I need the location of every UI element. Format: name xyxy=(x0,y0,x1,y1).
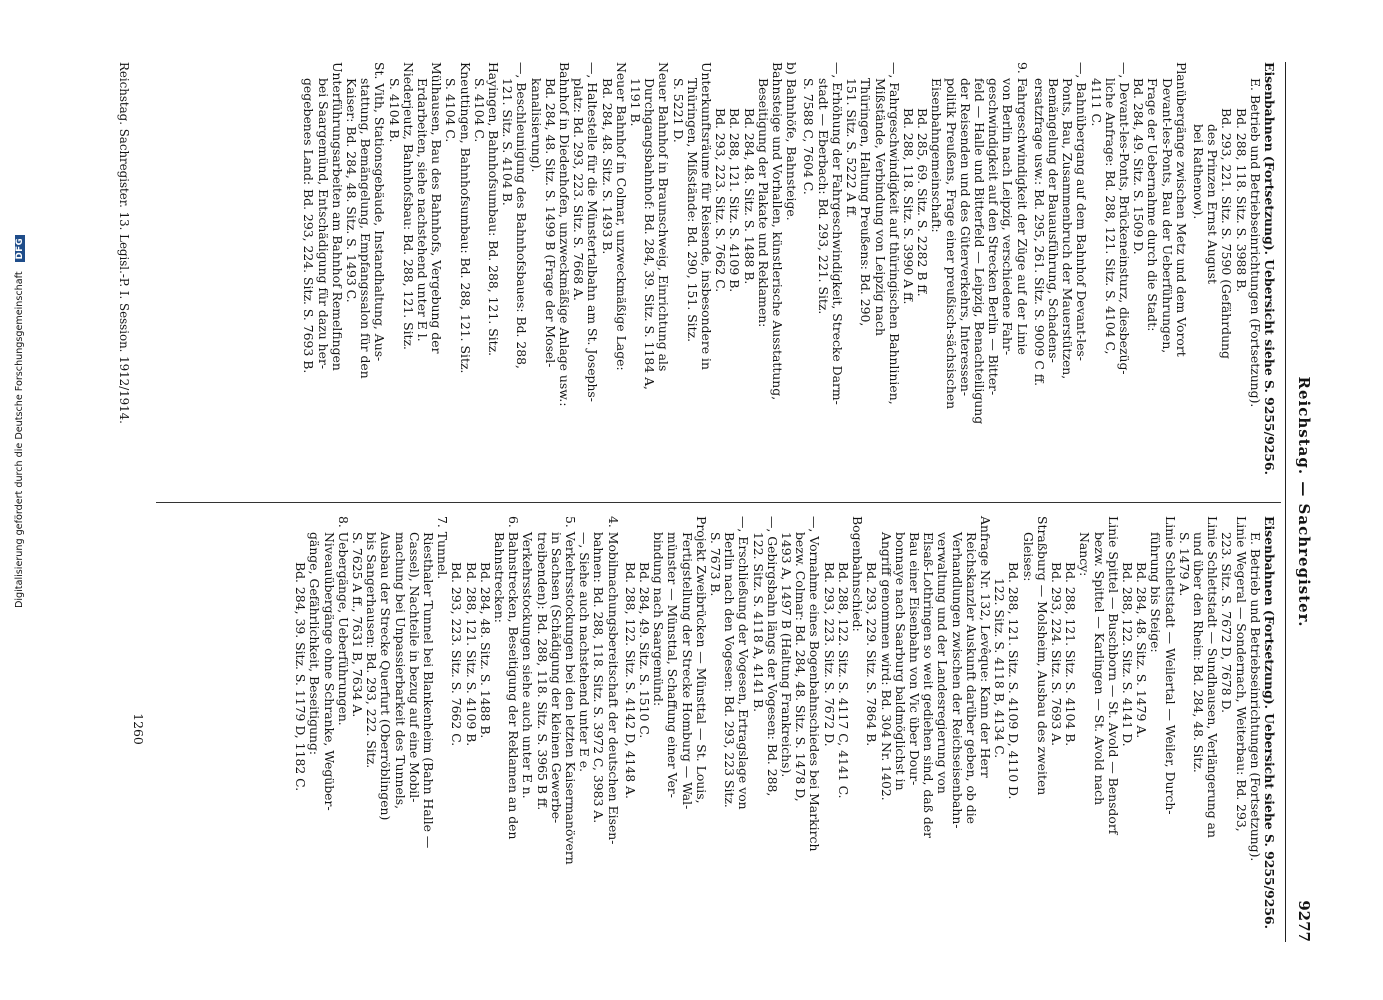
register-entry-line: Bd. 288, 121. Sitz. S. 4109 B. xyxy=(727,108,743,293)
register-entry-line: Linie Schlettstadt — Sundhausen, Verlängerung an xyxy=(1205,516,1221,839)
register-entry-line: Fertigstellung der Strecke Homburg — Wal- xyxy=(679,532,695,810)
register-entry-line: führung bis Steige: xyxy=(1148,532,1164,653)
register-entry-line: S. 4104 C. xyxy=(443,78,459,143)
register-entry-line: S. 4104 C. xyxy=(471,78,487,143)
register-entry-line: St. Vith, Stationsgebäude, Instandhaltung, Aus- xyxy=(372,62,388,362)
register-entry-line: Bd. 288, 122. Sitz. S. 4142 D, 4148 A. xyxy=(622,562,638,799)
column-heading: Eisenbahnen (Fortsetzung). Uebersicht siehe S. 9255/9256. xyxy=(1262,516,1277,929)
entry-list xyxy=(301,62,1247,488)
register-entry-line: Thüringen, Mißstände: Bd. 290, 151. Sitz. xyxy=(684,78,700,343)
column-heading: Eisenbahnen (Fortsetzung). Uebersicht siehe S. 9255/9256. xyxy=(1262,62,1277,475)
register-entry-line: 6. Bahnstrecken, Beseitigung der Reklamen an den xyxy=(506,516,522,840)
register-entry-line: Angriff genommen wird: Bd. 304 Nr. 1402. xyxy=(878,532,894,801)
register-entry-line: kanalisierung). xyxy=(528,78,544,173)
register-entry-line: Bd. 288, 118. Sitz. S. 3988 B. xyxy=(1233,108,1249,293)
register-entry-line: des Prinzen Ernst August xyxy=(1205,124,1221,284)
register-entry-line: Hayingen, Bahnhofsumbau: Bd. 288, 121. Sitz. xyxy=(486,62,502,357)
register-entry-line: Bau einer Eisenbahn von Vic über Dour- xyxy=(906,532,922,786)
register-entry-line: S. 7588 C, 7604 C. xyxy=(801,78,817,195)
register-entry-line: Bd. 293, 223. Sitz. S. 7662 C. xyxy=(449,562,465,747)
register-entry-line: von Berlin nach Leipzig, verschiedene Fahr- xyxy=(1000,78,1016,356)
register-entry-line: Bahnhof in Diedenhofen, unzweckmäßige Anlage usw.: xyxy=(557,62,573,407)
register-entry-line: Bemängelung der Bauausführung, Schadens- xyxy=(1045,78,1061,363)
register-entry-line: Bd. 293, 229. Sitz. S. 7864 B. xyxy=(864,562,880,747)
register-entry-line: Planübergänge zwischen Metz und dem Vorort xyxy=(1173,62,1189,357)
register-entry-line: 8. Uebergänge, Ueberführungen. xyxy=(335,516,351,726)
register-entry-line: gänge, Gefährlichkeit, Beseitigung: xyxy=(307,532,323,756)
register-entry-line: Bd. 284, 48. Sitz. S. 1488 B. xyxy=(477,562,493,739)
register-entry-line: Anfrage Nr. 132, Levêque: Kann der Herr xyxy=(977,516,993,778)
register-entry-line: 121. Sitz. S. 4104 B. xyxy=(500,78,516,206)
register-entry-line: Thüringen, Haltung Preußens: Bd. 290, xyxy=(858,78,874,327)
register-entry-line: münster — Münsttal, Schaffung einer Ver- xyxy=(665,532,681,798)
register-entry-line: der Reisenden und des Güterverkehrs, Interessen- xyxy=(957,78,973,397)
register-entry-line: —, Devant-les-Ponts, Brückeneinsturz, diesbezüg- xyxy=(1116,62,1132,375)
register-entry-line: geschwindigkeit auf den Strecken Berlin — Bitter- xyxy=(986,78,1002,396)
register-entry-line: Bd. 285, 69. Sitz. S. 2282 B ff. xyxy=(915,108,931,297)
register-entry-line: Bd. 284, 49. Sitz. S. 1509 D. xyxy=(1131,78,1147,255)
register-entry-line: ersatzfrage usw.: Bd. 295, 261. Sitz. S. 9009 C ff. xyxy=(1031,78,1047,387)
register-entry-line: Niederjeutz, Bahnhofsbau: Bd. 288, 121. Sitz. xyxy=(400,62,416,350)
register-entry-line: in Sachsen (Schädigung der kleinen Gewerbe- xyxy=(548,532,564,824)
register-entry-line: Riesthaler Tunnel bei Blankenheim (Bahn Halle — xyxy=(421,532,437,849)
register-entry-line: 122. Sitz. S. 4118 A, 4141 B. xyxy=(750,532,766,713)
register-entry-line: —, Bahnübergang auf dem Bahnhof Devant-les- xyxy=(1074,62,1090,361)
register-entry-line: Bogenbahnschied: xyxy=(850,516,866,632)
register-entry-line: —, Erschließung der Vogesen, Ertragslage von xyxy=(736,516,752,810)
register-entry-line: und über den Rhein: Bd. 284, 48. Sitz. xyxy=(1190,532,1206,773)
register-entry-line: S. 4104 B. xyxy=(386,78,402,143)
register-entry-line: 1191 B. xyxy=(628,78,644,127)
register-entry-line: —, Beschleunigung des Bahnhofsbaues: Bd. 288, xyxy=(514,62,530,369)
footer-citation: Reichstag. Sachregister. 13. Legisl.-P. I. Session. 1912/1914. xyxy=(117,62,131,424)
register-entry-line: 151. Sitz. S. 5222 A ff. xyxy=(844,78,860,218)
register-entry-line: Durchgangsbahnhof: Bd. 284, 39. Sitz. S. 1184 A, xyxy=(642,78,658,390)
register-entry-line: Mißstände, Verbindung von Leipzig nach xyxy=(872,78,888,336)
register-entry-line: —, Gebirgsbahn längs der Vogesen: Bd. 288, xyxy=(764,516,780,797)
register-entry-line: —, Erhöhung der Fahrgeschwindigkeit, Strecke Darm- xyxy=(829,62,845,405)
register-entry-line: —, Fahrgeschwindigkeit auf thüringischen Bahnlinien, xyxy=(886,62,902,405)
register-entry-line: Ausbau der Strecke Querfurt (Oberröblingen) xyxy=(378,532,394,821)
register-entry-line: 4111 C. xyxy=(1088,78,1104,127)
register-entry-line: bezw. Spittel — Karlingen — St. Avold nach xyxy=(1091,532,1107,806)
register-entry-line: Devant-les-Ponts, Bau der Ueberführungen, xyxy=(1159,78,1175,354)
register-entry-line: Elsaß-Lothringen so weit gediehen sind, daß der xyxy=(921,532,937,839)
register-entry-line: S. 7673 B. xyxy=(708,532,724,597)
register-entry-line: Projekt Zweibrücken — Münsttal — St. Louis, xyxy=(693,516,709,804)
register-entry-line: stattung, Bemängelung, Empfangssalon für den xyxy=(358,78,374,379)
register-entry-line: Bd. 288, 121. Sitz. S. 4104 B. xyxy=(1063,562,1079,747)
register-entry-line: 122. Sitz. S. 4118 B, 4134 C. xyxy=(992,578,1008,759)
register-entry-line: b) Bahnhöfe, Bahnsteige. xyxy=(784,62,800,221)
register-entry-line: Verhandlungen zwischen der Reichseisenbahn- xyxy=(949,532,965,829)
register-entry-line: Kaiser: Bd. 284, 48. Sitz. S. 1493 C. xyxy=(344,78,359,303)
register-entry-line: Nancy: xyxy=(1077,532,1093,577)
register-entry-line: politik Preußens, Frage einer preußisch-sächsischen xyxy=(943,78,959,410)
register-entry-line: Bd. 293, 221. Sitz. S. 7590 (Gefährdung xyxy=(1219,108,1235,359)
register-entry-line: bindung nach Saargemünd: xyxy=(651,532,667,707)
register-entry-line: Bd. 288, 118. Sitz. S. 3990 A ff. xyxy=(900,108,916,305)
register-entry-line: —, Siehe auch nachstehend unter E e. xyxy=(577,532,593,773)
register-entry-line: 9. Fahrgeschwindigkeit der Züge auf der Linie xyxy=(1014,62,1030,355)
register-entry-line: Reichskanzler Auskunft darüber geben, ob die xyxy=(963,532,979,825)
column-subheading: E. Betrieb und Betriebseinrichtungen (Fortsetzung). xyxy=(1247,78,1263,408)
register-entry-line: Linie Schlettstadt — Weilertal — Weiler, Durch- xyxy=(1162,516,1178,815)
register-entry-line: liche Anfrage: Bd. 288, 121. Sitz. S. 4104 C, xyxy=(1102,78,1118,355)
register-entry-line: Neuer Bahnhof in Braunschweig, Einrichtung als xyxy=(656,62,672,372)
column-subheading: E. Betrieb und Betriebseinrichtungen (Fortsetzung). xyxy=(1247,532,1263,862)
header-rule xyxy=(1285,62,1286,942)
dfg-logo: DFG xyxy=(15,235,25,263)
register-entry-line: Ponts, Bau, Zusammenbruch der Mauerstützen, xyxy=(1060,78,1076,380)
register-entry-line: Bd. 284, 48. Sitz. S. 1493 B. xyxy=(599,78,615,255)
register-entry-line: Bd. 284, 49. Sitz. S. 1510 C. xyxy=(637,562,653,739)
register-entry-line: Verkehrsstockungen siehe auch unter E n. xyxy=(520,532,536,799)
register-entry-line: Eisenbahngemeinschaft: xyxy=(929,78,945,233)
register-entry-line: Frage der Uebernahme durch die Stadt: xyxy=(1145,78,1161,332)
register-entry-line: Bd. 284, 48. Sitz. S. 1499 B (Frage der Mosel- xyxy=(542,78,558,368)
entry-list xyxy=(293,516,1248,942)
folio-number: 1260 xyxy=(131,713,146,745)
register-entry-line: Bahnsteige und Vorhallen, künstlerische Ausstattung, xyxy=(770,62,786,401)
page-footer xyxy=(117,62,131,502)
register-entry-line: Bd. 284, 39. Sitz. S. 1179 D, 1182 C. xyxy=(293,562,309,792)
register-entry-line: 223. Sitz. S. 7672 D, 7678 D. xyxy=(1219,532,1235,714)
register-entry-line: bei Rathenow). xyxy=(1190,124,1206,220)
register-entry-line: Bd. 288, 122. Sitz. S. 4141 D. xyxy=(1119,562,1135,747)
register-entry-line: S. 7625 A ff., 7631 B, 7634 A. xyxy=(350,532,365,718)
register-entry-line: bonnaye nach Saarburg baldmöglichst in xyxy=(892,532,908,791)
column-divider xyxy=(156,502,1281,503)
running-title: Reichstag. — Sachregister. xyxy=(1295,376,1313,628)
register-entry-line: Cassel), Nachteile in bezug auf eine Mobil- xyxy=(406,532,422,803)
register-entry-line: Kneuttingen, Bahnhofsumbau: Bd. 288, 121. Sitz. xyxy=(457,62,473,374)
register-page xyxy=(57,62,1321,942)
register-entry-line: Berlin nach den Vogesen: Bd. 293, 223 Sitz. xyxy=(722,532,738,808)
register-entry-line: S. 5221 D. xyxy=(670,78,686,143)
register-entry-line: feld — Halle und Bitterfeld — Leipzig, Benachteiligung xyxy=(971,78,987,425)
right-column xyxy=(293,516,1276,942)
register-entry-line: gegebenes Land: Bd. 293, 224. Sitz. S. 7693 B. xyxy=(301,78,317,374)
register-entry-line: Bd. 284, 48. Sitz. S. 1488 B. xyxy=(741,108,757,285)
register-entry-line: verwaltung und der Landesregierung von xyxy=(935,532,951,794)
register-entry-line: Straßburg — Molsheim, Ausbau des zweiten xyxy=(1034,516,1050,796)
register-entry-line: Erdarbeiten, siehe nachstehend unter E l. xyxy=(415,78,431,342)
register-entry-line: Bd. 288, 121. Sitz. S. 4109 B. xyxy=(463,562,479,747)
register-entry-line: Neuer Bahnhof in Colmar, unzweckmäßige Lage: xyxy=(613,62,629,371)
register-entry-line: Bd. 293, 223. Sitz. S. 7662 C. xyxy=(713,108,729,293)
left-column xyxy=(301,62,1276,488)
register-entry-line: Bd. 293, 224. Sitz. S. 7693 A. xyxy=(1048,562,1064,747)
register-entry-line: Niveauübergänge ohne Schranke, Wegüber- xyxy=(321,532,337,811)
register-entry-line: Bd. 288, 121. Sitz. S. 4109 D, 4110 D. xyxy=(1006,562,1022,800)
register-entry-line: platz: Bd. 293, 223. Sitz. S. 7668 A. xyxy=(571,78,587,301)
register-entry-line: Bd. 284, 48. Sitz. S. 1479 A. xyxy=(1134,562,1150,739)
register-entry-line: 5. Verkehrsstockungen bei den letzten Kaisermanövern xyxy=(563,516,579,865)
register-entry-line: Unterführungsarbeiten am Bahnhof Remelfingen xyxy=(329,62,345,371)
register-entry-line: bezw. Colmar: Bd. 284, 48. Sitz. S. 1478 D, xyxy=(793,532,809,802)
register-entry-line: Beseitigung der Plakate und Reklamen: xyxy=(755,78,771,328)
register-entry-line: Linie Wegeral — Sondernach, Weiterbau: Bd. 293, xyxy=(1233,516,1249,832)
register-entry-line: S. 1479 A. xyxy=(1176,532,1192,597)
register-entry-line: Gleises: xyxy=(1020,532,1036,582)
register-entry-line: bis Sangerhausen: Bd. 293, 222. Sitz. xyxy=(364,532,380,769)
register-entry-line: 1493 A, 1497 B (Haltung Frankreichs). xyxy=(779,532,795,778)
register-entry-line: Bahnstrecken: xyxy=(492,532,508,623)
register-entry-line: machung bei Unpassierbarkeit des Tunnels, xyxy=(392,532,408,810)
register-entry-line: treibenden): Bd. 288, 118. Sitz. S. 3965 B ff. xyxy=(534,532,550,811)
register-entry-line: Mülhausen, Bau des Bahnhofs, Vergebung der xyxy=(429,62,445,354)
register-entry-line: Bd. 293, 223. Sitz. S. 7672 D. xyxy=(821,562,837,747)
register-entry-line: Unterkunftsräume für Reisende, insbesondere in xyxy=(699,62,715,370)
funding-text: Digitalisierung gefördert durch die Deutsche Forschungsgemeinschaft xyxy=(14,271,25,608)
register-entry-line: bei Saargemünd, Entschädigung für dazu her- xyxy=(315,78,331,370)
register-entry-line: stadt — Eberbach: Bd. 293, 221. Sitz. xyxy=(815,78,831,315)
register-entry-line: —, Haltestelle für die Münstertalbahn am St. Josephs- xyxy=(585,62,601,402)
register-entry-line: 4. Mobilmachungsbereitschaft der deutschen Eisen- xyxy=(605,516,621,845)
page-number: 9277 xyxy=(1295,900,1313,942)
digitization-note xyxy=(14,235,25,608)
register-entry-line: Bd. 288, 122. Sitz. S. 4117 C, 4141 C. xyxy=(835,562,851,799)
register-entry-line: 7. Tunnel. xyxy=(435,516,451,580)
register-entry-line: bahnen: Bd. 288, 118. Sitz. S. 3972 C, 3983 A. xyxy=(591,532,607,824)
register-entry-line: —, Vornahme eines Bogenbahnschiedes bei Markirch xyxy=(807,516,823,852)
register-entry-line: Linie Spittel — Buschborn — St. Avold — Bensdorf xyxy=(1105,516,1121,835)
